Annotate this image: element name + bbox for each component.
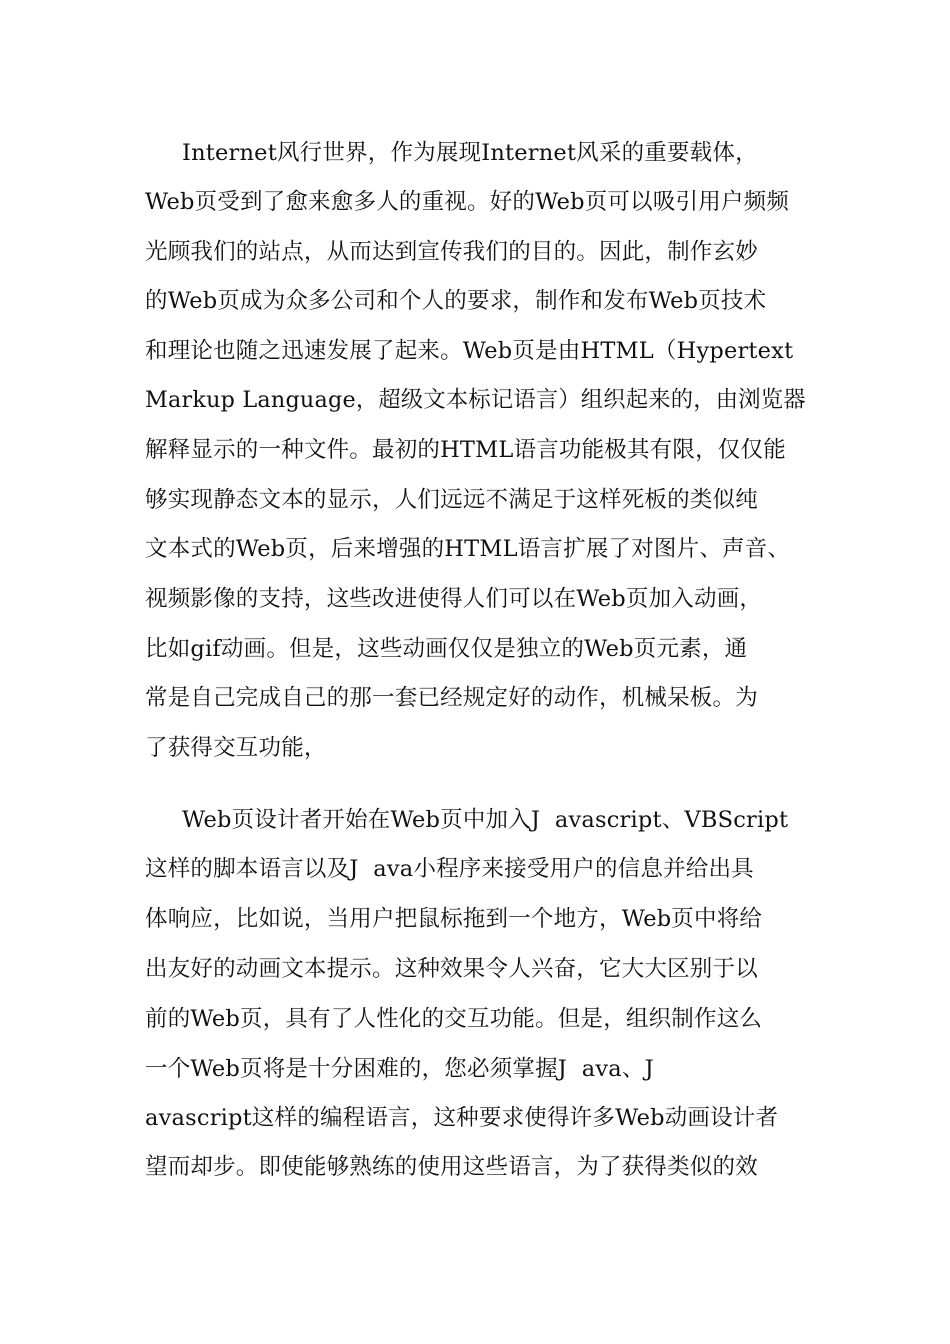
paragraph-1-line-4: 的Web页成为众多公司和个人的要求，制作和发布Web页技术 [145,288,767,314]
paragraph-2-line-4: 出友好的动画文本提示。这种效果令人兴奋，它大大区别于以 [145,956,758,982]
paragraph-2-line-1: Web页设计者开始在Web页中加入J avascript、VBScript [182,807,789,833]
paragraph-2-line-8: 望而却步。即使能够熟练的使用这些语言，为了获得类似的效 [145,1154,758,1180]
paragraph-2-line-6: 一个Web页将是十分困难的，您必须掌握J ava、J [145,1056,654,1082]
paragraph-1-line-13: 了获得交互功能， [145,735,327,761]
paragraph-1-line-1: Internet风行世界，作为展现Internet风采的重要载体， [182,140,758,166]
paragraph-1-line-11: 比如gif动画。但是，这些动画仅仅是独立的Web页元素，通 [145,636,748,662]
paragraph-1-line-2: Web页受到了愈来愈多人的重视。好的Web页可以吸引用户频频 [145,189,790,215]
paragraph-2-line-2: 这样的脚本语言以及J ava小程序来接受用户的信息并给出具 [145,856,754,882]
paragraph-1-line-12: 常是自己完成自己的那一套已经规定好的动作，机械呆板。为 [145,685,758,711]
paragraph-1-line-3: 光顾我们的站点，从而达到宣传我们的目的。因此，制作玄妙 [145,239,758,265]
paragraph-1-line-8: 够实现静态文本的显示，人们远远不满足于这样死板的类似纯 [145,487,758,513]
paragraph-1-line-10: 视频影像的支持，这些改进使得人们可以在Web页加入动画， [145,586,763,612]
paragraph-2-line-7: avascript这样的编程语言，这种要求使得许多Web动画设计者 [145,1105,779,1131]
paragraph-1-line-9: 文本式的Web页，后来增强的HTML语言扩展了对图片、声音、 [145,536,791,562]
paragraph-1-line-6: Markup Language，超级文本标记语言）组织起来的，由浏览器 [145,387,806,413]
paragraph-2-line-3: 体响应，比如说，当用户把鼠标拖到一个地方，Web页中将给 [145,906,763,932]
paragraph-1-line-5: 和理论也随之迅速发展了起来。Web页是由HTML（Hypertext [145,338,794,364]
paragraph-2-line-5: 前的Web页，具有了人性化的交互功能。但是，组织制作这么 [145,1006,763,1032]
paragraph-1-line-7: 解释显示的一种文件。最初的HTML语言功能极其有限，仅仅能 [145,437,786,463]
